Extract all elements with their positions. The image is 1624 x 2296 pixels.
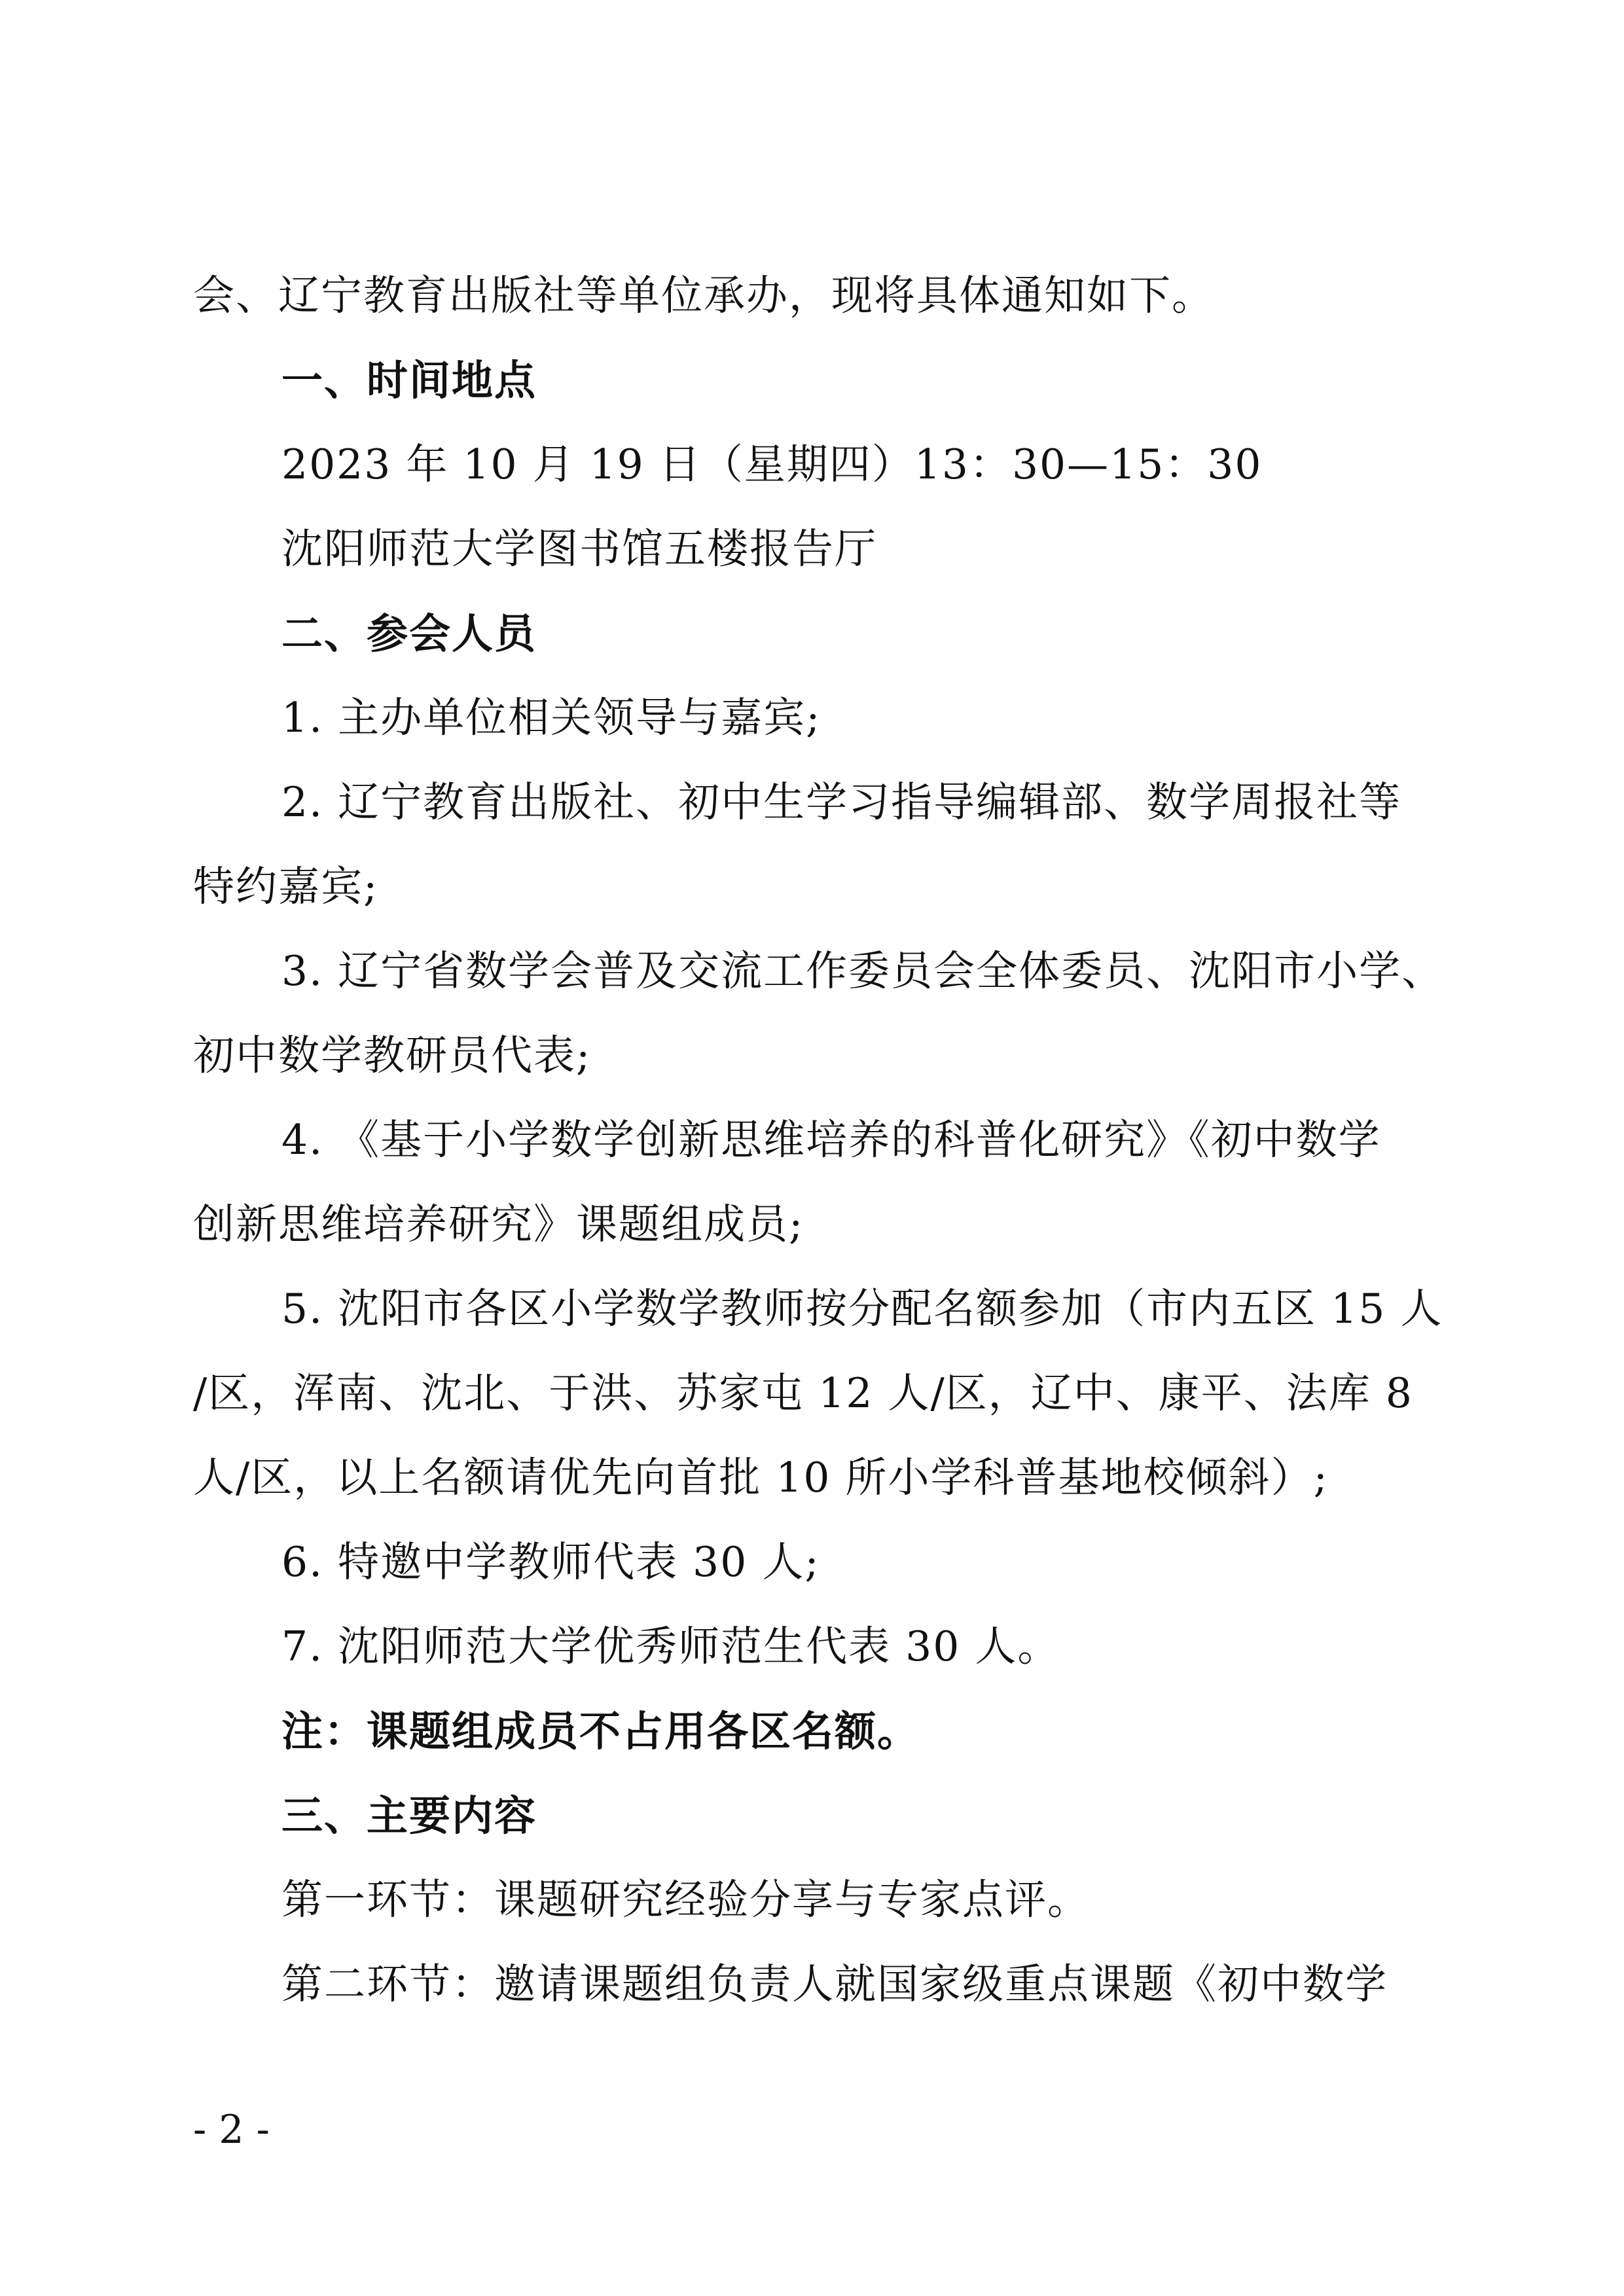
section-heading-attendees: 二、参会人员 <box>281 609 537 658</box>
attendee-item-5-continued-1: /区，浑南、沈北、于洪、苏家屯 12 人/区，辽中、康平、法库 8 <box>193 1369 1413 1417</box>
section-heading-main-content: 三、主要内容 <box>281 1791 537 1840</box>
event-location: 沈阳师范大学图书馆五楼报告厅 <box>281 525 877 573</box>
attendee-item-3-continued: 初中数学教研员代表; <box>193 1031 592 1079</box>
attendee-note: 注：课题组成员不占用各区名额。 <box>281 1707 920 1755</box>
attendee-item-2: 2. 辽宁教育出版社、初中生学习指导编辑部、数学周报社等 <box>281 778 1402 826</box>
attendee-item-1: 1. 主办单位相关领导与嘉宾; <box>281 694 821 742</box>
agenda-part-1: 第一环节：课题研究经验分享与专家点评。 <box>281 1876 1090 1924</box>
agenda-part-2: 第二环节：邀请课题组负责人就国家级重点课题《初中数学 <box>281 1960 1388 2008</box>
attendee-item-2-continued: 特约嘉宾; <box>193 863 379 910</box>
section-heading-time-location: 一、时间地点 <box>281 356 537 404</box>
paragraph-intro-continued: 会、辽宁教育出版社等单位承办，现将具体通知如下。 <box>193 272 1214 319</box>
attendee-item-7: 7. 沈阳师范大学优秀师范生代表 30 人。 <box>281 1623 1060 1670</box>
attendee-item-4-continued: 创新思维培养研究》课题组成员; <box>193 1200 804 1248</box>
attendee-item-6: 6. 特邀中学教师代表 30 人; <box>281 1538 820 1586</box>
attendee-item-3: 3. 辽宁省数学会普及交流工作委员会全体委员、沈阳市小学、 <box>281 947 1445 995</box>
attendee-item-5-continued-2: 人/区，以上名额请优先向首批 10 所小学科普基地校倾斜）; <box>193 1454 1329 1501</box>
attendee-item-4: 4. 《基于小学数学创新思维培养的科普化研究》《初中数学 <box>281 1116 1381 1164</box>
attendee-item-5: 5. 沈阳市各区小学数学教师按分配名额参加（市内五区 15 人 <box>281 1285 1443 1333</box>
event-date-time: 2023 年 10 月 19 日（星期四）13：30—15：30 <box>281 440 1263 488</box>
page-number: - 2 - <box>193 2107 270 2153</box>
